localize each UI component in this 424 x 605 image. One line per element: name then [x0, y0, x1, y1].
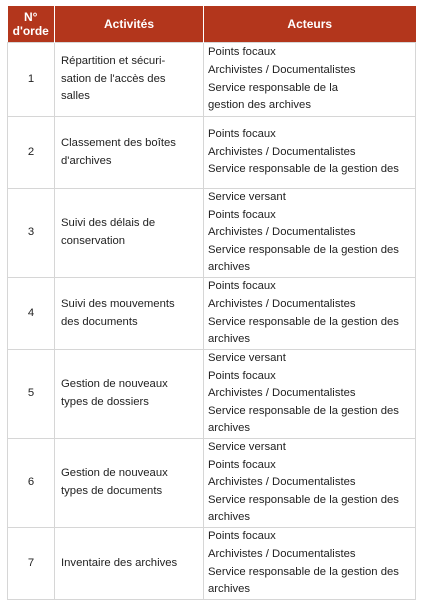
- activity-line: conservation: [61, 235, 126, 247]
- actor-line: gestion des archives: [208, 99, 311, 112]
- table-row: [8, 439, 416, 528]
- activity-line: types de documents: [61, 485, 163, 497]
- activity-line: d'archives: [61, 154, 112, 167]
- row-number: 7: [8, 528, 55, 600]
- header-num: [8, 6, 55, 43]
- table-body: [8, 43, 416, 600]
- actor-line: Points focaux: [208, 458, 276, 471]
- activity-line: Gestion de nouveaux: [61, 467, 168, 480]
- actor-line: Service versant: [208, 191, 286, 204]
- activities-table-container: [7, 6, 415, 600]
- table-row: [8, 43, 416, 117]
- actor-line: Points focaux: [208, 128, 276, 141]
- actor-line: Archivistes / Documentalistes: [208, 476, 356, 489]
- activity-line: des documents: [61, 315, 138, 328]
- actor-line: Service versant: [208, 441, 286, 454]
- actors-cell: [204, 350, 416, 439]
- actor-line: Service versant: [208, 352, 286, 365]
- activity-line: Suivi des délais de: [61, 217, 156, 230]
- activity-cell: [55, 439, 204, 528]
- actor-line: Service responsable de la gestion des: [208, 493, 399, 506]
- actor-line: Service responsable de la gestion des: [208, 315, 399, 328]
- header-num-line2: d'orde: [12, 24, 49, 38]
- activity-line: sation de l'accès des: [61, 72, 166, 85]
- activity-line: Classement des boîtes: [61, 136, 176, 149]
- actor-line: Service responsable de la gestion des: [208, 243, 399, 256]
- actors-cell: [204, 439, 416, 528]
- activity-cell: [55, 278, 204, 350]
- activity-line: Suivi des mouvements: [61, 297, 175, 310]
- activity-line: Inventaire des archives: [61, 556, 178, 569]
- actors-cell: [204, 117, 416, 189]
- activity-line: Gestion de nouveaux: [61, 378, 168, 391]
- table-row: [8, 117, 416, 189]
- activity-cell: [55, 117, 204, 189]
- activity-cell: [55, 43, 204, 117]
- actor-line: Archivistes / Documentalistes: [208, 145, 356, 158]
- header-activities: Activités: [55, 6, 204, 43]
- actors-cell: [204, 189, 416, 278]
- actor-line: archives: [208, 261, 251, 274]
- actor-line: Archivistes / Documentalistes: [208, 547, 356, 560]
- table-row: [8, 189, 416, 278]
- activity-line: Répartition et sécuri-: [61, 55, 166, 68]
- table-header: [8, 6, 416, 43]
- table-row: [8, 278, 416, 350]
- row-number: 5: [8, 350, 55, 439]
- row-number: 4: [8, 278, 55, 350]
- actor-line: Archivistes / Documentalistes: [208, 387, 356, 400]
- actor-line: Points focaux: [208, 208, 276, 221]
- actor-line: Points focaux: [208, 369, 276, 382]
- actors-cell: [204, 43, 416, 117]
- actor-line: Points focaux: [208, 46, 276, 59]
- actor-line: Service responsable de la: [208, 81, 338, 94]
- activity-line: types de dossiers: [61, 396, 149, 408]
- actor-line: Service responsable de la gestion des: [208, 163, 399, 176]
- activity-cell: [55, 189, 204, 278]
- activity-cell: [55, 350, 204, 439]
- actors-cell: [204, 528, 416, 600]
- row-number: 1: [8, 43, 55, 117]
- actor-line: archives: [208, 422, 251, 435]
- row-number: 6: [8, 439, 55, 528]
- actor-line: archives: [208, 511, 251, 524]
- actor-line: Archivistes / Documentalistes: [208, 63, 356, 76]
- actor-line: Points focaux: [208, 280, 276, 293]
- actor-line: Service responsable de la gestion des: [208, 565, 399, 578]
- actors-cell: [204, 278, 416, 350]
- actor-line: Service responsable de la gestion des: [208, 404, 399, 417]
- actor-line: archives: [208, 583, 251, 596]
- actor-line: Archivistes / Documentalistes: [208, 226, 356, 239]
- actor-line: archives: [208, 333, 251, 346]
- activity-cell: [55, 528, 204, 600]
- header-actors: Acteurs: [204, 6, 416, 43]
- row-number: 3: [8, 189, 55, 278]
- header-num-line1: N°: [24, 10, 38, 24]
- activities-table: [7, 6, 416, 600]
- actor-line: Points focaux: [208, 530, 276, 543]
- table-row: [8, 350, 416, 439]
- row-number: 2: [8, 117, 55, 189]
- activity-line: salles: [61, 90, 90, 103]
- actor-line: Archivistes / Documentalistes: [208, 297, 356, 310]
- table-row: [8, 528, 416, 600]
